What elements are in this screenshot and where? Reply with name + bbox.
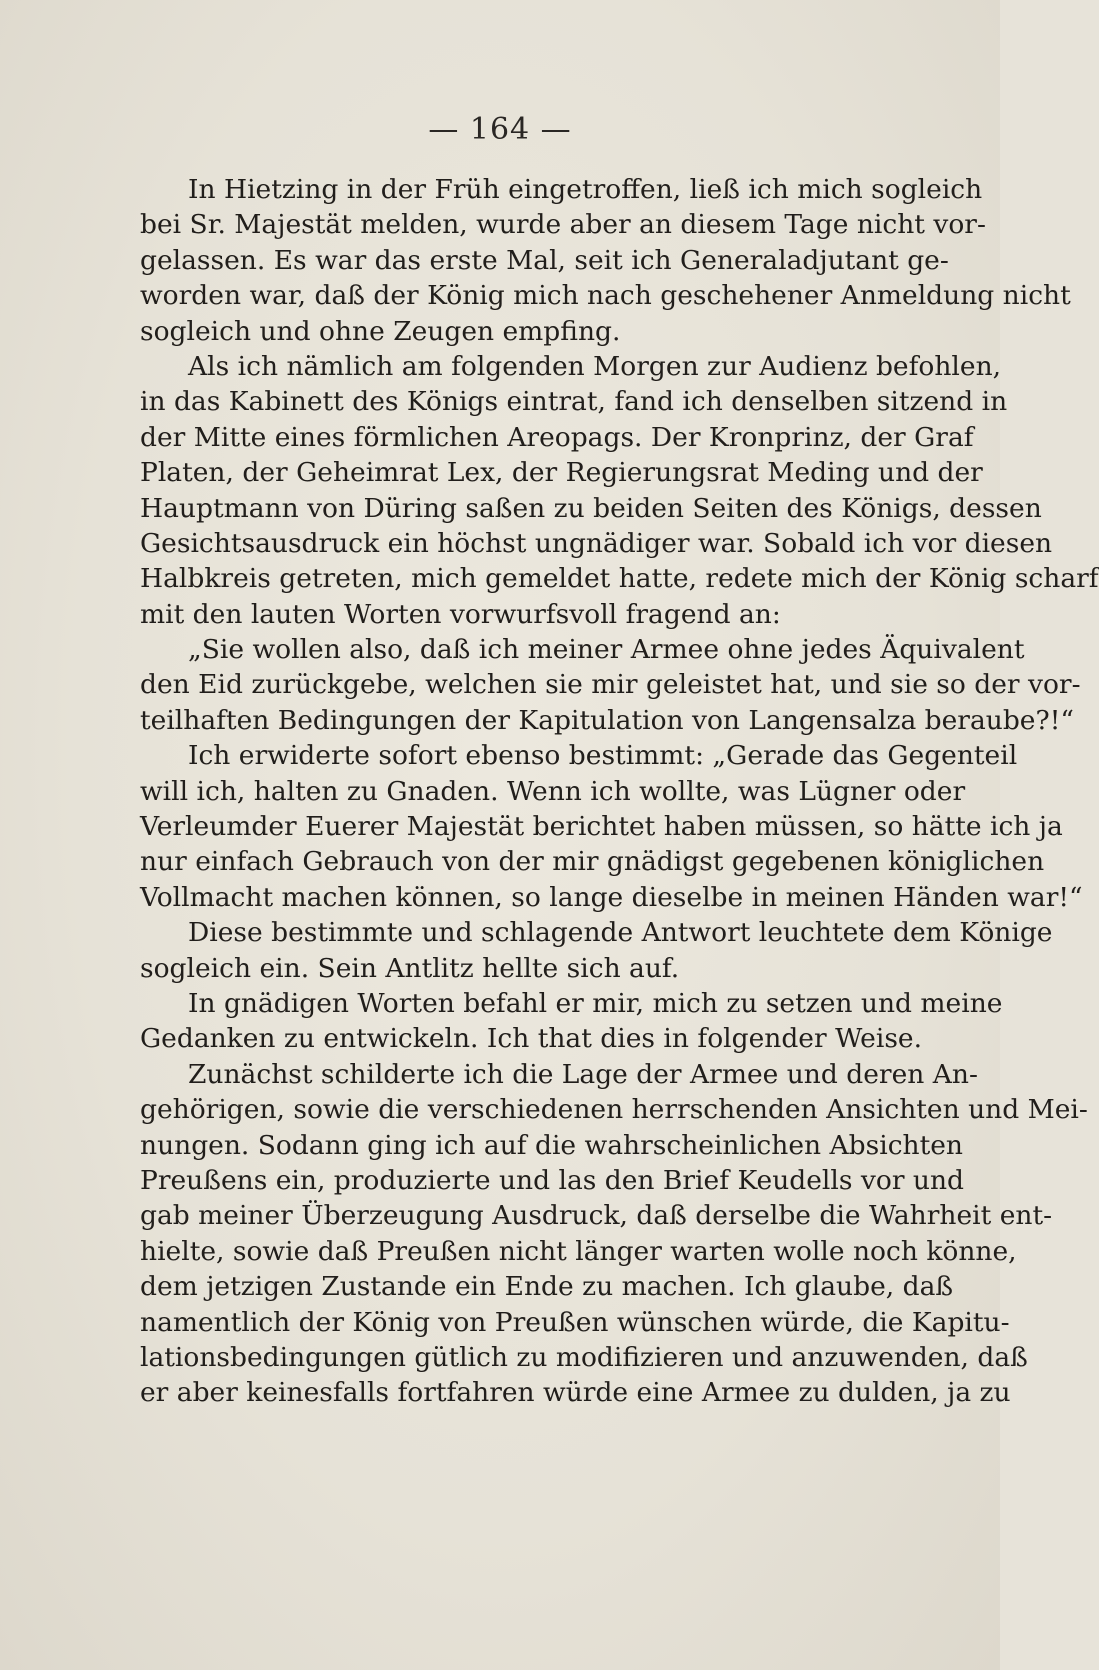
text-line: gelassen. Es war das erste Mal, seit ich Generaladjutant ge- <box>140 244 949 276</box>
text-line: sogleich und ohne Zeugen empfing. <box>140 315 621 347</box>
paragraph <box>140 738 1083 915</box>
page-number: — 164 — <box>428 112 572 147</box>
body-text <box>140 172 1099 1411</box>
text-line: gab meiner Überzeugung Ausdruck, daß derselbe die Wahrheit ent- <box>140 1200 1053 1232</box>
paragraph <box>140 1057 1088 1411</box>
text-line: Preußens ein, produzierte und las den Brief Keudells vor und <box>140 1164 965 1196</box>
text-line: Als ich nämlich am folgenden Morgen zur Audienz befohlen, <box>188 350 1002 382</box>
paragraph <box>140 915 1053 986</box>
text-line: worden war, daß der König mich nach geschehener Anmeldung nicht <box>140 280 1071 312</box>
text-line: lationsbedingungen gütlich zu modifizieren und anzuwenden, daß <box>140 1341 1028 1373</box>
text-line: bei Sr. Majestät melden, wurde aber an diesem Tage nicht vor- <box>140 209 986 241</box>
text-line: namentlich der König von Preußen wünschen würde, die Kapitu- <box>140 1306 1010 1338</box>
text-line: mit den lauten Worten vorwurfsvoll fragend an: <box>140 598 781 630</box>
text-line: Verleumder Euerer Majestät berichtet haben müssen, so hätte ich ja <box>140 811 1063 843</box>
text-line: Diese bestimmte und schlagende Antwort leuchtete dem Könige <box>188 917 1053 949</box>
paragraph <box>140 349 1099 632</box>
text-line: Vollmacht machen können, so lange dieselbe in meinen Händen war!“ <box>140 881 1083 913</box>
text-line: dem jetzigen Zustande ein Ende zu machen. Ich glaube, daß <box>140 1271 954 1303</box>
text-line: Platen, der Geheimrat Lex, der Regierungsrat Meding und der <box>140 457 983 489</box>
paragraph <box>140 632 1081 738</box>
text-line: Ich erwiderte sofort ebenso bestimmt: „Gerade das Gegenteil <box>188 740 1018 772</box>
text-line: nungen. Sodann ging ich auf die wahrscheinlichen Absichten <box>140 1129 964 1161</box>
text-line: Gesichtsausdruck ein höchst ungnädiger war. Sobald ich vor diesen <box>140 527 1053 559</box>
text-line: Gedanken zu entwickeln. Ich that dies in folgender Weise. <box>140 1023 923 1055</box>
text-line: will ich, halten zu Gnaden. Wenn ich wollte, was Lügner oder <box>140 775 966 807</box>
paragraph <box>140 172 1071 349</box>
text-line: nur einfach Gebrauch von der mir gnädigst gegebenen königlichen <box>140 846 1045 878</box>
text-line: Halbkreis getreten, mich gemeldet hatte, redete mich der König scharf <box>140 563 1099 595</box>
text-line: der Mitte eines förmlichen Areopags. Der Kronprinz, der Graf <box>140 421 974 453</box>
text-line: sogleich ein. Sein Antlitz hellte sich auf. <box>140 952 680 984</box>
text-line: hielte, sowie daß Preußen nicht länger warten wolle noch könne, <box>140 1235 1017 1267</box>
text-line: er aber keinesfalls fortfahren würde eine Armee zu dulden, ja zu <box>140 1377 1011 1409</box>
text-line: Zunächst schilderte ich die Lage der Armee und deren An- <box>188 1058 978 1090</box>
text-line: In Hietzing in der Früh eingetroffen, ließ ich mich sogleich <box>188 174 983 205</box>
text-line: teilhaften Bedingungen der Kapitulation von Langensalza beraube?!“ <box>140 704 1074 736</box>
text-line: „Sie wollen also, daß ich meiner Armee ohne jedes Äquivalent <box>188 634 1025 666</box>
paragraph <box>140 986 1003 1057</box>
text-line: gehörigen, sowie die verschiedenen herrschenden Ansichten und Mei- <box>140 1094 1088 1126</box>
text-line: in das Kabinett des Königs eintrat, fand ich denselben sitzend in <box>140 386 1008 418</box>
text-line: den Eid zurückgebe, welchen sie mir geleistet hat, und sie so der vor- <box>140 669 1081 701</box>
text-line: In gnädigen Worten befahl er mir, mich zu setzen und meine <box>188 987 1003 1019</box>
text-line: Hauptmann von Düring saßen zu beiden Seiten des Königs, dessen <box>140 492 1042 524</box>
